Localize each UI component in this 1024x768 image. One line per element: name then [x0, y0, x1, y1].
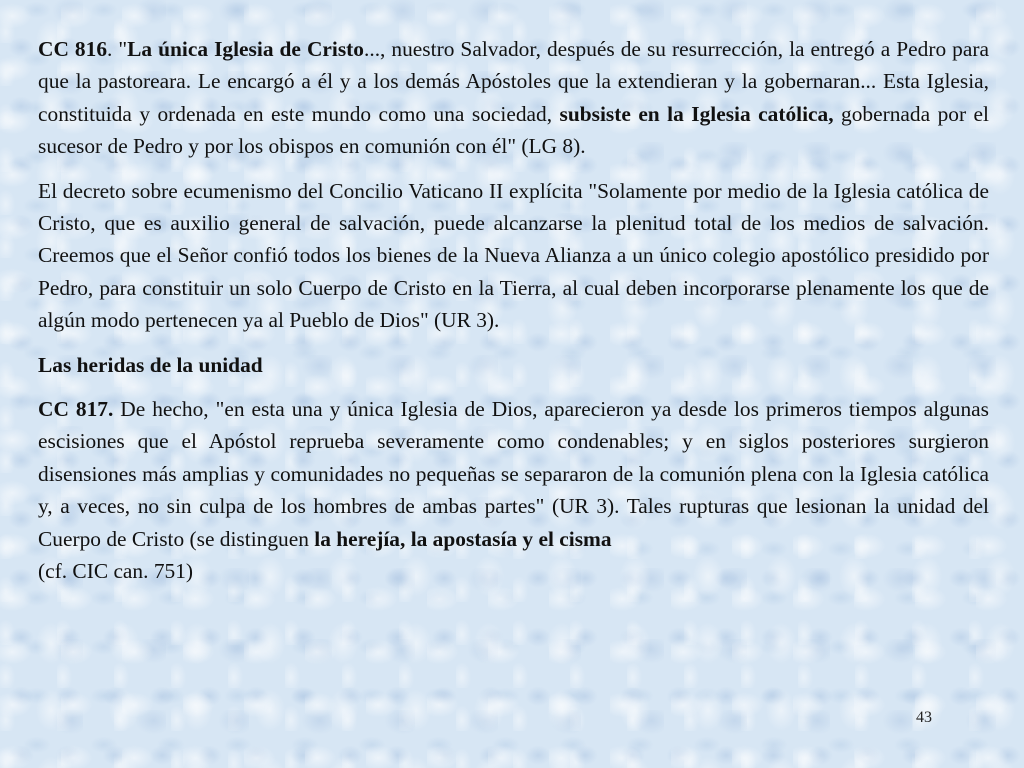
cc-816-separator: . "	[107, 37, 128, 61]
cc-816-text-c: gobernada por el sucesor de Pedro y por los obispos en comunión con él" (LG 8).	[38, 101, 989, 159]
slide-content	[38, 33, 989, 600]
cc-817-bold-phrase: la herejía, la apostasía y el cisma	[314, 526, 612, 551]
paragraph-cc-817	[38, 393, 989, 587]
cc-817-citation: (cf. CIC can. 751)	[38, 559, 194, 584]
paragraph-cc-816	[38, 33, 989, 163]
cc-817-text-a: De hecho, "en esta una y única Iglesia de Dios, aparecieron ya desde los primeros tiempos algunas escisiones que el Apóstol reprueba severamente como condenables; y en siglos posteriores surgieron disensiones más amplias y comunidades no pequeñas se separaron de la comunión plena con la Iglesia católica y, a veces, no sin culpa de los hombres de ambas partes" (UR 3). Tales rupturas que lesionan la unidad del Cuerpo de Cristo (se distinguen	[38, 397, 989, 551]
cc-816-title: La única Iglesia de Cristo	[127, 37, 364, 61]
section-heading-text: Las heridas de la unidad	[38, 352, 263, 377]
cc-817-reference: CC 817.	[38, 397, 114, 422]
cc-816-bold-phrase: subsiste en la Iglesia católica,	[559, 101, 834, 126]
paragraph-ecumenism-decree: El decreto sobre ecumenismo del Concilio Vaticano II explícita "Solamente por medio de la Iglesia católica de Cristo, que es auxilio general de salvación, puede alcanzarse la plenitud total de los medios de salvación. Creemos que el Señor confió todos los bienes de la Nueva Alianza a un único colegio apostólico presidido por Pedro, para constituir un solo Cuerpo de Cristo en la Tierra, al cual deben incorporarse plenamente los que de algún modo pertenecen ya al Pueblo de Dios" (UR 3).	[38, 178, 989, 333]
page-number: 43	[916, 709, 932, 726]
cc-816-reference: CC 816	[38, 37, 108, 61]
cc-816-text-a: ..., nuestro Salvador, después de su resurrección, la entregó a Pedro para que la pastoreara. Le encargó a él y a los demás Apóstoles que la extendieran y la gobernaran... Esta Iglesia, constituida y ordenada en este mundo como una sociedad,	[38, 37, 989, 126]
section-heading	[38, 349, 989, 381]
